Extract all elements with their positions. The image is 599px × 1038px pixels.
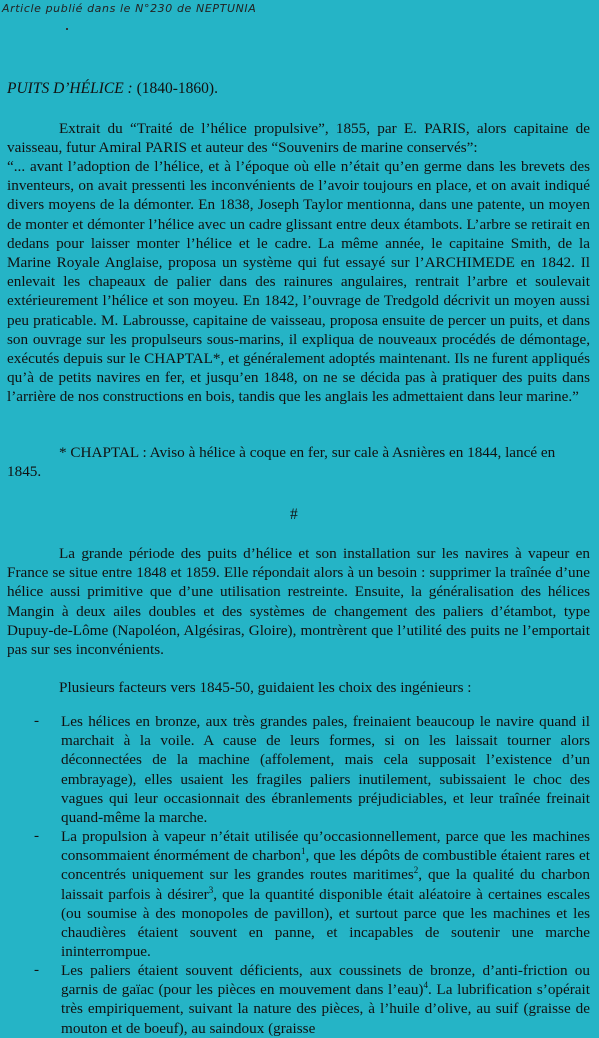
- bullet-text-part: , que la qualité du charbon laissait parfois à désirer: [61, 866, 590, 903]
- bullet-text-part: La propulsion à vapeur n’était utilisée qu’occasionnellement, parce que les machines consommaient énormément de charbon: [61, 828, 590, 865]
- chaptal-footnote: * CHAPTAL : Aviso à hélice à coque en fer, sur cale à Asnières en 1844, lancé en 1845.: [7, 444, 556, 481]
- extract-intro: Extrait du “Traité de l’hélice propulsive”, 1855, par E. PARIS, alors capitaine de vaisseau, futur Amiral PARIS et auteur des “Souvenirs de marine conservés”:: [7, 120, 590, 157]
- bullet-dash: -: [34, 961, 40, 978]
- title-dates: (1840-1860).: [132, 80, 218, 97]
- bullet-dash: -: [34, 712, 40, 729]
- bullet-text-part: , que la quantité disponible était aléatoire à certaines escales (ou soumise à des monopoles de pavillon), et surtout parce que les machines et les chaudières étaient souvent en panne, et incapables de soutenir une marche ininterrompue.: [61, 885, 590, 961]
- bullet-item-bearings: [61, 961, 590, 1038]
- handwritten-header-note: Article publié dans le N°230 de NEPTUNIA: [2, 2, 257, 15]
- ink-mark: [66, 28, 68, 30]
- footnote-ref: 2: [413, 865, 419, 876]
- section-separator: #: [290, 506, 298, 523]
- paragraph-factors: Plusieurs facteurs vers 1845-50, guidaient les choix des ingénieurs :: [59, 679, 472, 696]
- article-title: [7, 80, 218, 98]
- footnote-ref: 3: [208, 884, 214, 895]
- paragraph-period: La grande période des puits d’hélice et son installation sur les navires à vapeur en France se situe entre 1848 et 1859. Elle répondait alors à un besoin : supprimer la traînée d’une hélice aussi primitive que d’une utilisation restreinte. Ensuite, la généralisation des hélices Mangin à deux ailes doubles et des systèmes de changement des paliers d’étambot, type Dupuy-de-Lôme (Napoléon, Algésiras, Gloire), montrèrent que l’utilité des puits ne l’emportait pas sur ses inconvénients.: [7, 545, 590, 659]
- bullet-item-steam-propulsion: [61, 827, 590, 961]
- bullet-item-bronze-propellers: Les hélices en bronze, aux très grandes pales, freinaient beaucoup le navire quand il marchait à la voile. A cause de leurs formes, si on les laissait tourner alors déconnectées de la machine (affolement, mais cela supposait l’existence d’un embrayage), elles usaient les fragiles paliers inutilement, subissaient le choc des vagues qui leur occasionnait des ébranlements préjudiciables, et leur traînée freinait quand-même la marche.: [61, 713, 590, 827]
- footnote-ref: 4: [423, 980, 428, 991]
- bullet-text-part: Les paliers étaient souvent déficients, aux coussinets de bronze, d’anti-friction ou garnis de gaïac (pour les pièces en mouvement dans l’eau): [61, 962, 590, 999]
- footnote-ref: 1: [301, 846, 306, 857]
- title-main: PUITS D’HÉLICE :: [7, 80, 133, 97]
- bullet-text-part: , que les dépôts de combustible étaient rares et concentrés uniquement sur les grandes routes maritimes: [61, 847, 591, 884]
- bullet-dash: -: [34, 827, 40, 844]
- extract-quote: “... avant l’adoption de l’hélice, et à l’époque où elle n’était qu’en germe dans les brevets des inventeurs, on avait pressenti les inconvénients de l’avoir toujours en place, et on avait indiqué divers moyens de la démonter. En 1838, Joseph Taylor mentionna, dans une patente, un moyen de monter et démonter l’hélice avec un cadre glissant entre deux étambots. L’arbre se retirait en dedans pour laisser monter l’hélice et le cadre. La même année, le capitaine Smith, de la Marine Royale Anglaise, proposa un système qui fut essayé sur l’ARCHIMEDE en 1842. Il enlevait les chapeaux de palier dans des rainures angulaires, rentrait l’arbre et soulevait extérieurement l’hélice et son moyeu. En 1842, l’ouvrage de Tredgold décrivit un moyen aussi peu praticable. M. Labrousse, capitaine de vaisseau, proposa ensuite de percer un puits, et dans son ouvrage sur les propulseurs sous-marins, il expliqua de nouveaux procédés de démontage, exécutés depuis sur le CHAPTAL*, et généralement adoptés maintenant. Ils ne furent appliqués qu’à de petits navires en fer, et jusqu’en 1848, on ne se décida pas à pratiquer des puits dans l’arrière de nos constructions en bois, tandis que les anglais les admettaient dans leur marine.”: [7, 158, 590, 406]
- bullet-text-part: . La lubrification s’opérait très empiriquement, suivant la nature des pièces, à l’huile d’olive, au suif (graisse de mouton et de boeuf), au saindoux (graisse: [61, 981, 590, 1037]
